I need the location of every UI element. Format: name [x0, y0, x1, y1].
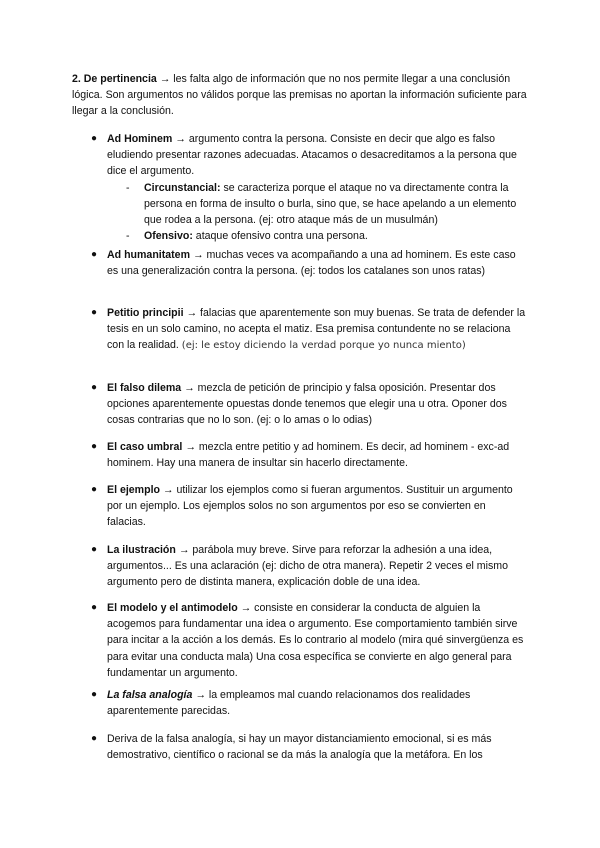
term: El modelo y el antimodelo [107, 602, 238, 614]
sub-item-circunstancial [126, 180, 527, 229]
arrow: → [175, 544, 193, 556]
list-item-ilustracion [90, 542, 527, 591]
arrow: → [172, 133, 189, 145]
bullet-icon: ● [90, 249, 98, 260]
arrow: → [159, 484, 177, 496]
term: El falso dilema [107, 382, 182, 394]
list-item-deriva [90, 731, 527, 763]
definition: mezcla de petición de principio y falsa oposición. Presentar dos opciones aparentemente opuestas donde tenemos que elegir una u otra. Oponer dos cosas contrarias que no lo son. (ej: o lo amas o lo odias) [107, 382, 507, 427]
sub-term: Ofensivo: [144, 230, 193, 243]
bullet-icon: ● [90, 544, 98, 555]
definition: utilizar los ejemplos como si fueran argumentos. Sustituir un argumento por un ejemplo. Los ejemplos solos no son argumentos por eso se convierten en falacias. [107, 484, 513, 529]
sub-definition: ataque ofensivo contra una persona. [192, 230, 368, 243]
term: Ad Hominem [107, 133, 173, 145]
intro-paragraph [72, 71, 542, 120]
term: Petitio principii [107, 307, 184, 319]
list-item-falsa-analogia [90, 687, 527, 719]
sub-item-ofensivo [126, 228, 527, 244]
bullet-icon: ● [90, 382, 98, 393]
list-item-ad-humanitatem [90, 247, 527, 279]
arrow: → [181, 382, 198, 394]
arrow: → [190, 249, 207, 261]
bullet-icon: ● [90, 307, 98, 318]
list-item-petitio-principii [90, 305, 527, 355]
list-item-falso-dilema [90, 380, 527, 429]
intro-heading: 2. De pertinencia [72, 73, 157, 85]
arrow: → [237, 602, 255, 614]
bullet-icon: ● [90, 484, 98, 495]
sub-term: Circunstancial: [144, 181, 221, 194]
list-item-ejemplo [90, 482, 527, 531]
definition: parábola muy breve. Sirve para reforzar la adhesión a una idea, argumentos... Es una aclaración (ej: dicho de otra manera). Repetir 2 veces el mismo argumento pero de distinta manera, explicación doble de una idea. [107, 544, 508, 589]
bullet-icon: ● [90, 733, 98, 744]
definition: argumento contra la persona. Consiste en decir que algo es falso eludiendo presentar razones adecuadas. Atacamos o desacreditamos a la persona que dice el argumento. [107, 133, 517, 178]
definition: muchas veces va acompañando a una ad hominem. Es este caso es una generalización contra la persona. (ej: todos los catalanes son unos ratas) [107, 249, 516, 278]
definition: consiste en considerar la conducta de alguien la acogemos para fundamentar una idea o argumento. Ese comportamiento también sirve para incitar a la acción a los demás. Es lo contrario al modelo (mira qué sinvergüenza es para evitar una conducta mala) Una cosa específica se convierte en algo general para fundamentar un argumento. [107, 602, 524, 679]
arrow: → [156, 73, 174, 85]
list-item-ad-hominem [90, 131, 527, 244]
definition: la empleamos mal cuando relacionamos dos realidades aparentemente parecidas. [107, 689, 471, 718]
term: Ad humanitatem [107, 249, 190, 261]
sub-definition: se caracteriza porque el ataque no va directamente contra la persona en forma de insulto o burla, sino que, se hace apelando a un elemento que rodea a la persona. (ej: otro ataque más de un musulmán) [144, 181, 517, 227]
term: La falsa analogía [107, 689, 193, 701]
example: (ej: le estoy diciendo la verdad porque yo nunca miento) [181, 340, 466, 352]
definition: Deriva de la falsa analogía, si hay un mayor distanciamiento emocional, si es más demostrativo, científico o racional se da más la analogía que la metáfora. En los [107, 733, 492, 762]
term: El ejemplo [107, 484, 160, 496]
dash-icon: - [126, 230, 130, 243]
definition: falacias que aparentemente son muy buenas. Se trata de defender la tesis en un solo camino, no acepta el matiz. Esa premisa contundente no se relaciona con la realidad. [107, 307, 526, 352]
term: La ilustración [107, 544, 176, 556]
arrow: → [183, 307, 200, 319]
term: El caso umbral [107, 441, 183, 453]
bullet-icon: ● [90, 133, 98, 144]
list-item-caso-umbral [90, 439, 527, 471]
intro-text: les falta algo de información que no nos permite llegar a una conclusión lógica. Son argumentos no válidos porque las premisas no aportan la información suficiente para llegar a la conclusión. [72, 73, 527, 118]
bullet-icon: ● [90, 689, 98, 700]
arrow: → [192, 689, 209, 701]
arrow: → [182, 441, 199, 453]
list-item-modelo-antimodelo [90, 600, 527, 681]
dash-icon: - [126, 181, 130, 194]
definition: mezcla entre petitio y ad hominem. Es decir, ad hominem - exc-ad hominem. Hay una manera de insultar sin hacerlo directamente. [107, 441, 510, 470]
bullet-icon: ● [90, 602, 98, 613]
bullet-icon: ● [90, 441, 98, 452]
